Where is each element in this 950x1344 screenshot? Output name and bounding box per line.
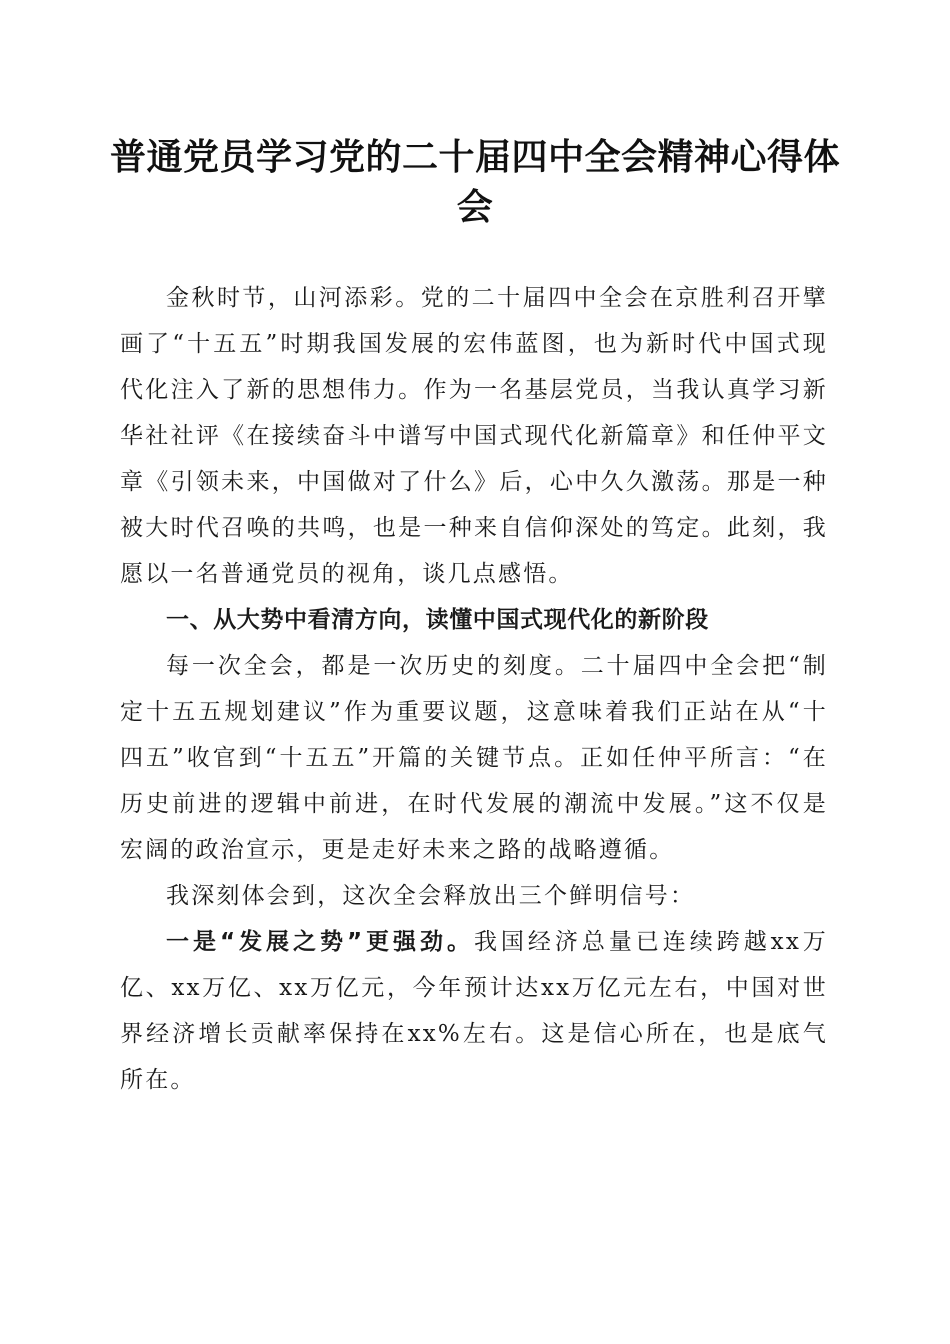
- document-body: [120, 275, 828, 1103]
- point-text: 我国经济总量已连续跨越xx万亿、xx万亿、xx万亿元，今年预计达xx万亿元左右，中国对世界经济增长贡献率保持在xx%左右。这是信心所在，也是底气所在。: [120, 929, 828, 1093]
- point-paragraph-1: [120, 919, 828, 1103]
- intro-paragraph: 金秋时节，山河添彩。党的二十届四中全会在京胜利召开擘画了“十五五”时期我国发展的宏伟蓝图，也为新时代中国式现代化注入了新的思想伟力。作为一名基层党员，当我认真学习新华社社评《在接续奋斗中谱写中国式现代化新篇章》和任仲平文章《引领未来，中国做对了什么》后，心中久久激荡。那是一种被大时代召唤的共鸣，也是一种来自信仰深处的笃定。此刻，我愿以一名普通党员的视角，谈几点感悟。: [120, 285, 828, 587]
- point-lead: 一是“发展之势”更强劲。: [166, 929, 474, 955]
- section-heading: 一、从大势中看清方向，读懂中国式现代化的新阶段: [166, 607, 709, 633]
- section-paragraph-1: 每一次全会，都是一次历史的刻度。二十届四中全会把“制定十五五规划建议”作为重要议题，这意味着我们正站在从“十四五”收官到“十五五”开篇的关键节点。正如任仲平所言：“在历史前进的逻辑中前进，在时代发展的潮流中发展。”这不仅是宏阔的政治宣示，更是走好未来之路的战略遵循。: [120, 653, 828, 863]
- document-title: 普通党员学习党的二十届四中全会精神心得体会: [110, 136, 841, 228]
- section-paragraph-2: 我深刻体会到，这次全会释放出三个鲜明信号：: [166, 883, 696, 909]
